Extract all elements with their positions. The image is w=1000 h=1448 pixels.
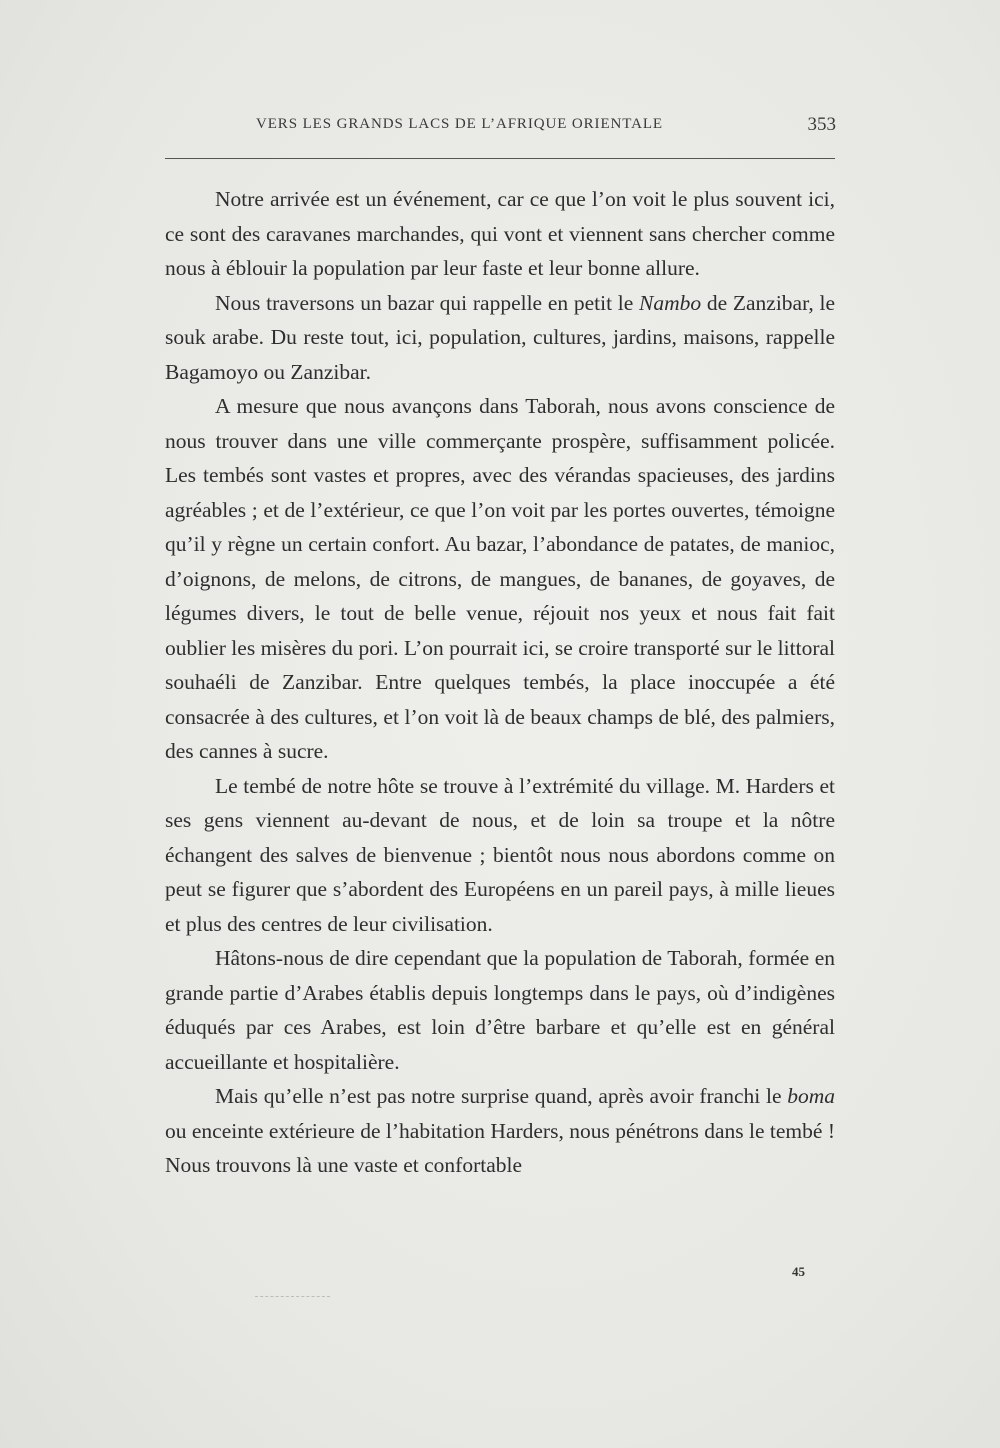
italic-term: boma [787, 1084, 835, 1108]
paragraph [165, 941, 835, 1079]
body-text [165, 182, 835, 1183]
page-number: 353 [807, 114, 836, 135]
paragraph-text: de Zanzibar, le souk arabe. Du reste tout, ici, population, cultures, jardins, maisons, rappelle Bagamoyo ou Zanzibar. [165, 290, 835, 384]
paragraph [165, 1079, 835, 1183]
paragraph [165, 182, 835, 286]
paragraph-text: Le tembé de notre hôte se trouve à l’extrémité du village. M. Harders et ses gens viennent au-devant de nous, et de loin sa troupe et la nôtre échangent des salves de bienvenue ; bientôt nous nous abordons comme on peut se figurer que s’abordent des Européens en un pareil pays, à mille lieues et plus des centres de leur civilisation. [165, 773, 835, 936]
paragraph-text: A mesure que nous avançons dans Taborah, nous avons conscience de nous trouver dans une ville commerçante prospère, suffisamment policée. Les tembés sont vastes et propres, avec des vérandas spacieuses, des jardins agréables ; et de l’extérieur, ce que l’on voit par les portes ouvertes, témoigne qu’il y règne un certain confort. Au bazar, l’abondance de patates, de manioc, d’oignons, de melons, de citrons, de mangues, de bananes, de goyaves, de légumes divers, le tout de belle venue, réjouit nos yeux et nous fait fait oublier les misères du pori. L’on pourrait ici, se croire transporté sur le littoral souhaéli de Zanzibar. Entre quelques tembés, la place inoccupée a été consacrée à des cultures, et l’on voit là de beaux champs de blé, des palmiers, des cannes à sucre. [165, 394, 835, 763]
running-title: VERS LES GRANDS LACS DE L’AFRIQUE ORIENTALE [256, 116, 663, 132]
paragraph [165, 286, 835, 390]
paragraph-text: Notre arrivée est un événement, car ce que l’on voit le plus souvent ici, ce sont des caravanes marchandes, qui vont et viennent sans chercher comme nous à éblouir la population par leur faste et leur bonne allure. [165, 187, 835, 280]
signature-mark: 45 [792, 1264, 805, 1279]
paragraph [165, 769, 835, 942]
paragraph-text: Hâtons-nous de dire cependant que la population de Taborah, formée en grande partie d’Arabes établis depuis longtemps dans le pays, où d’indigènes éduqués par ces Arabes, est loin d’être barbare et qu’elle est en général accueillante et hospitalière. [165, 946, 835, 1074]
italic-term: Nambo [639, 290, 702, 315]
header-rule [165, 158, 835, 159]
paragraph-text: ou enceinte extérieure de l’habitation Harders, nous pénétrons dans le tembé ! Nous trouvons là une vaste et confortable [165, 1118, 835, 1177]
paragraph [165, 389, 835, 769]
print-smudge [255, 1296, 330, 1298]
page-header [256, 116, 836, 146]
paragraph-text: Nous traversons un bazar qui rappelle en petit le [215, 290, 639, 315]
paragraph-text: Mais qu’elle n’est pas notre surprise quand, après avoir franchi le [215, 1084, 788, 1108]
